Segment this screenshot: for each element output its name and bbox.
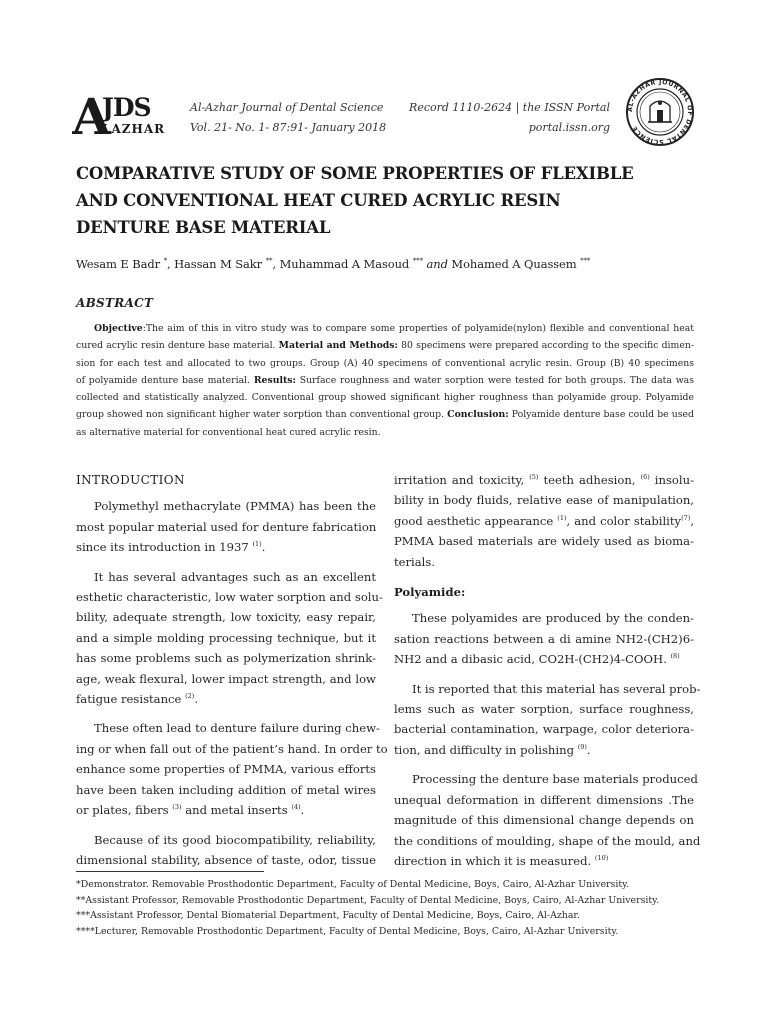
footnote: *Demonstrator. Removable Prosthodontic Department, Faculty of Dental Medicine, Boys, Cairo, Al-Azhar University. xyxy=(76,879,630,890)
body-line: esthetic characteristic, low water sorption and solu- xyxy=(76,590,383,605)
citation: (3) xyxy=(172,803,182,812)
body-line: sation reactions between a di amine NH2-(CH2)6- xyxy=(394,631,694,646)
title-line: DENTURE BASE MATERIAL xyxy=(76,218,331,237)
journal-name: Al-Azhar Journal of Dental Science xyxy=(190,101,384,114)
body-line: age, weak flexural, lower impact strength, and low xyxy=(76,671,376,686)
body-line: direction in which it is measured. $^{(10)}$ xyxy=(394,853,609,868)
body-line: NH2 and a dibasic acid, CO2H-(CH2)4-COOH. $^{(8)}$ xyxy=(394,652,680,667)
body-line: and a simple molding processing technique, but it xyxy=(76,630,376,645)
footnote: ***Assistant Professor, Dental Biomaterial Department, Faculty of Dental Medicine, Boys, Cairo, Al-Azhar. xyxy=(76,910,580,922)
author-name: Hassan M Sakr xyxy=(174,257,263,271)
abstract-body xyxy=(76,320,694,441)
body-line: fatigue resistance $^{(2)}$. xyxy=(76,692,198,707)
journal-issue: Vol. 21- No. 1- 87:91- January 2018 xyxy=(190,121,387,134)
citation: (1) xyxy=(252,540,262,549)
body-line: bacterial contamination, warpage, color deteriora- xyxy=(394,722,694,737)
paper-title xyxy=(76,160,696,241)
body-line: It has several advantages such as an excellent xyxy=(94,569,376,584)
author-mark: ** xyxy=(265,257,273,266)
abstract-heading: ABSTRACT xyxy=(76,296,154,310)
body-line: lems such as water sorption, surface roughness, xyxy=(394,702,694,717)
issn-portal-link[interactable]: portal.issn.org xyxy=(528,121,610,134)
logo-jds-text: JDS xyxy=(102,93,151,122)
logo-lazhar-text: LAZHAR xyxy=(102,122,166,136)
journal-logo xyxy=(72,92,182,138)
body-line: tion, and difficulty in polishing $^{(9)}$. xyxy=(394,742,591,757)
body-line: most popular material used for denture fabrication xyxy=(76,519,377,534)
body-line: PMMA based materials are widely used as bioma- xyxy=(394,534,694,549)
journal-header xyxy=(72,78,696,146)
abstract-label: Results: xyxy=(253,374,296,386)
body-line: It is reported that this material has several prob- xyxy=(412,681,701,696)
body-line: good aesthetic appearance $^{(1)}$, and color stability$^{(7)}$, xyxy=(394,513,694,528)
abstract-line: collected and statistically analyzed. Conventional group showed significant higher roughness than polyamide group. Polyamide xyxy=(76,392,694,404)
author-name: Wesam E Badr xyxy=(76,257,161,271)
svg-text:AL-AZHAR JOURNAL OF DENTAL SCI: AL-AZHAR JOURNAL OF DENTAL SCIENCE xyxy=(626,78,694,146)
body-line: has some problems such as polymerization shrink- xyxy=(76,651,376,666)
abstract-label: Material and Methods: xyxy=(278,340,398,352)
author-name: Mohamed A Quassem xyxy=(451,257,577,271)
author-mark: * xyxy=(163,257,167,266)
body-line: have been taken including addition of metal wires xyxy=(76,782,376,797)
body-line: or plates, fibers $^{(3)}$ and metal inserts $^{(4)}$. xyxy=(76,803,305,818)
abstract-line: group showed non significant higher water sorption than conventional group. Conclusion: Polyamide denture base could be used xyxy=(76,409,694,421)
abstract-line: Objective:The aim of this in vitro study was to compare some properties of polyamide(nylon) flexible and conventional heat xyxy=(94,323,694,334)
journal-info xyxy=(190,98,386,138)
footnotes xyxy=(76,877,696,939)
citation: (2) xyxy=(185,692,195,701)
body-line: enhance some properties of PMMA, various efforts xyxy=(76,762,376,777)
citation: (6) xyxy=(640,473,650,482)
abstract-label: Conclusion: xyxy=(447,409,509,421)
body-line: These polyamides are produced by the conden- xyxy=(412,611,694,626)
citation: (7) xyxy=(681,513,691,522)
abstract-line: sion for each test and allocated to two groups. Group (A) 40 specimens of conventional acrylic resin. Group (B) 40 specimens xyxy=(76,357,694,369)
subsection-heading: Polyamide: xyxy=(394,585,466,600)
citation: (1) xyxy=(557,513,567,522)
left-column xyxy=(76,470,388,870)
title-line: COMPARATIVE STUDY OF SOME PROPERTIES OF FLEXIBLE xyxy=(76,164,634,183)
author-mark: *** xyxy=(580,257,591,266)
citation: (10) xyxy=(594,854,609,863)
footnote: **Assistant Professor, Removable Prosthodontic Department, Faculty of Dental Medicine, Boys, Cairo, Al-Azhar University. xyxy=(76,894,660,906)
section-heading: INTRODUCTION xyxy=(76,473,185,487)
body-line: the conditions of moulding, shape of the mould, and xyxy=(394,833,701,848)
author-list: Wesam E Badr *, Hassan M Sakr **, Muhammad A Masoud *** and Mohamed A Quassem *** xyxy=(76,257,591,271)
body-line: Polymethyl methacrylate (PMMA) has been the xyxy=(94,499,376,514)
svg-text:A: A xyxy=(72,92,111,138)
abstract-line: as alternative material for conventional heat cured acrylic resin. xyxy=(76,426,381,438)
body-line: Because of its good biocompatibility, reliability, xyxy=(94,832,376,847)
body-line: since its introduction in 1937 $^{(1)}$. xyxy=(76,540,266,555)
abstract-label: Objective xyxy=(94,323,143,334)
body-line: Processing the denture base materials produced xyxy=(412,772,698,787)
title-line: AND CONVENTIONAL HEAT CURED ACRYLIC RESIN xyxy=(76,191,561,210)
body-line: bility in body fluids, relative ease of manipulation, xyxy=(394,493,694,508)
author-mark: *** xyxy=(412,257,423,266)
issn-record: Record 1110-2624 | the ISSN Portal xyxy=(409,101,610,114)
right-column xyxy=(394,470,701,871)
citation: (9) xyxy=(577,743,587,752)
body-line: terials. xyxy=(394,554,436,569)
citation: (4) xyxy=(291,803,301,812)
body-line: irritation and toxicity, $^{(5)}$ teeth adhesion, $^{(6)}$ insolu- xyxy=(394,473,695,487)
abstract-line: of polyamide denture base material. Results: Surface roughness and water sorption were tested for both groups. The data was xyxy=(76,374,694,386)
body-line: dimensional stability, absence of taste, odor, tissue xyxy=(76,852,376,867)
author-conjunction: and xyxy=(426,257,448,271)
footnote-divider xyxy=(76,871,264,872)
abstract-line: cured acrylic resin denture base material. Material and Methods: 80 specimens were prepared according to the specific dimen- xyxy=(76,340,694,352)
author-name: Muhammad A Masoud xyxy=(279,257,410,271)
body-line: magnitude of this dimensional change depends on xyxy=(394,813,694,828)
citation: (8) xyxy=(670,652,680,661)
body-line: bility, adequate strength, low toxicity, easy repair, xyxy=(76,610,376,625)
citation: (5) xyxy=(529,473,539,482)
body-line: These often lead to denture failure during chew- xyxy=(94,721,380,736)
journal-seal-icon xyxy=(624,76,696,148)
issn-info xyxy=(409,98,610,138)
body-line: unequal deformation in different dimensions .The xyxy=(394,792,694,807)
footnote: ****Lecturer, Removable Prosthodontic Department, Faculty of Dental Medicine, Boys, Cairo, Al-Azhar University. xyxy=(76,925,619,937)
body-line: ing or when fall out of the patient’s hand. In order to xyxy=(76,741,388,756)
